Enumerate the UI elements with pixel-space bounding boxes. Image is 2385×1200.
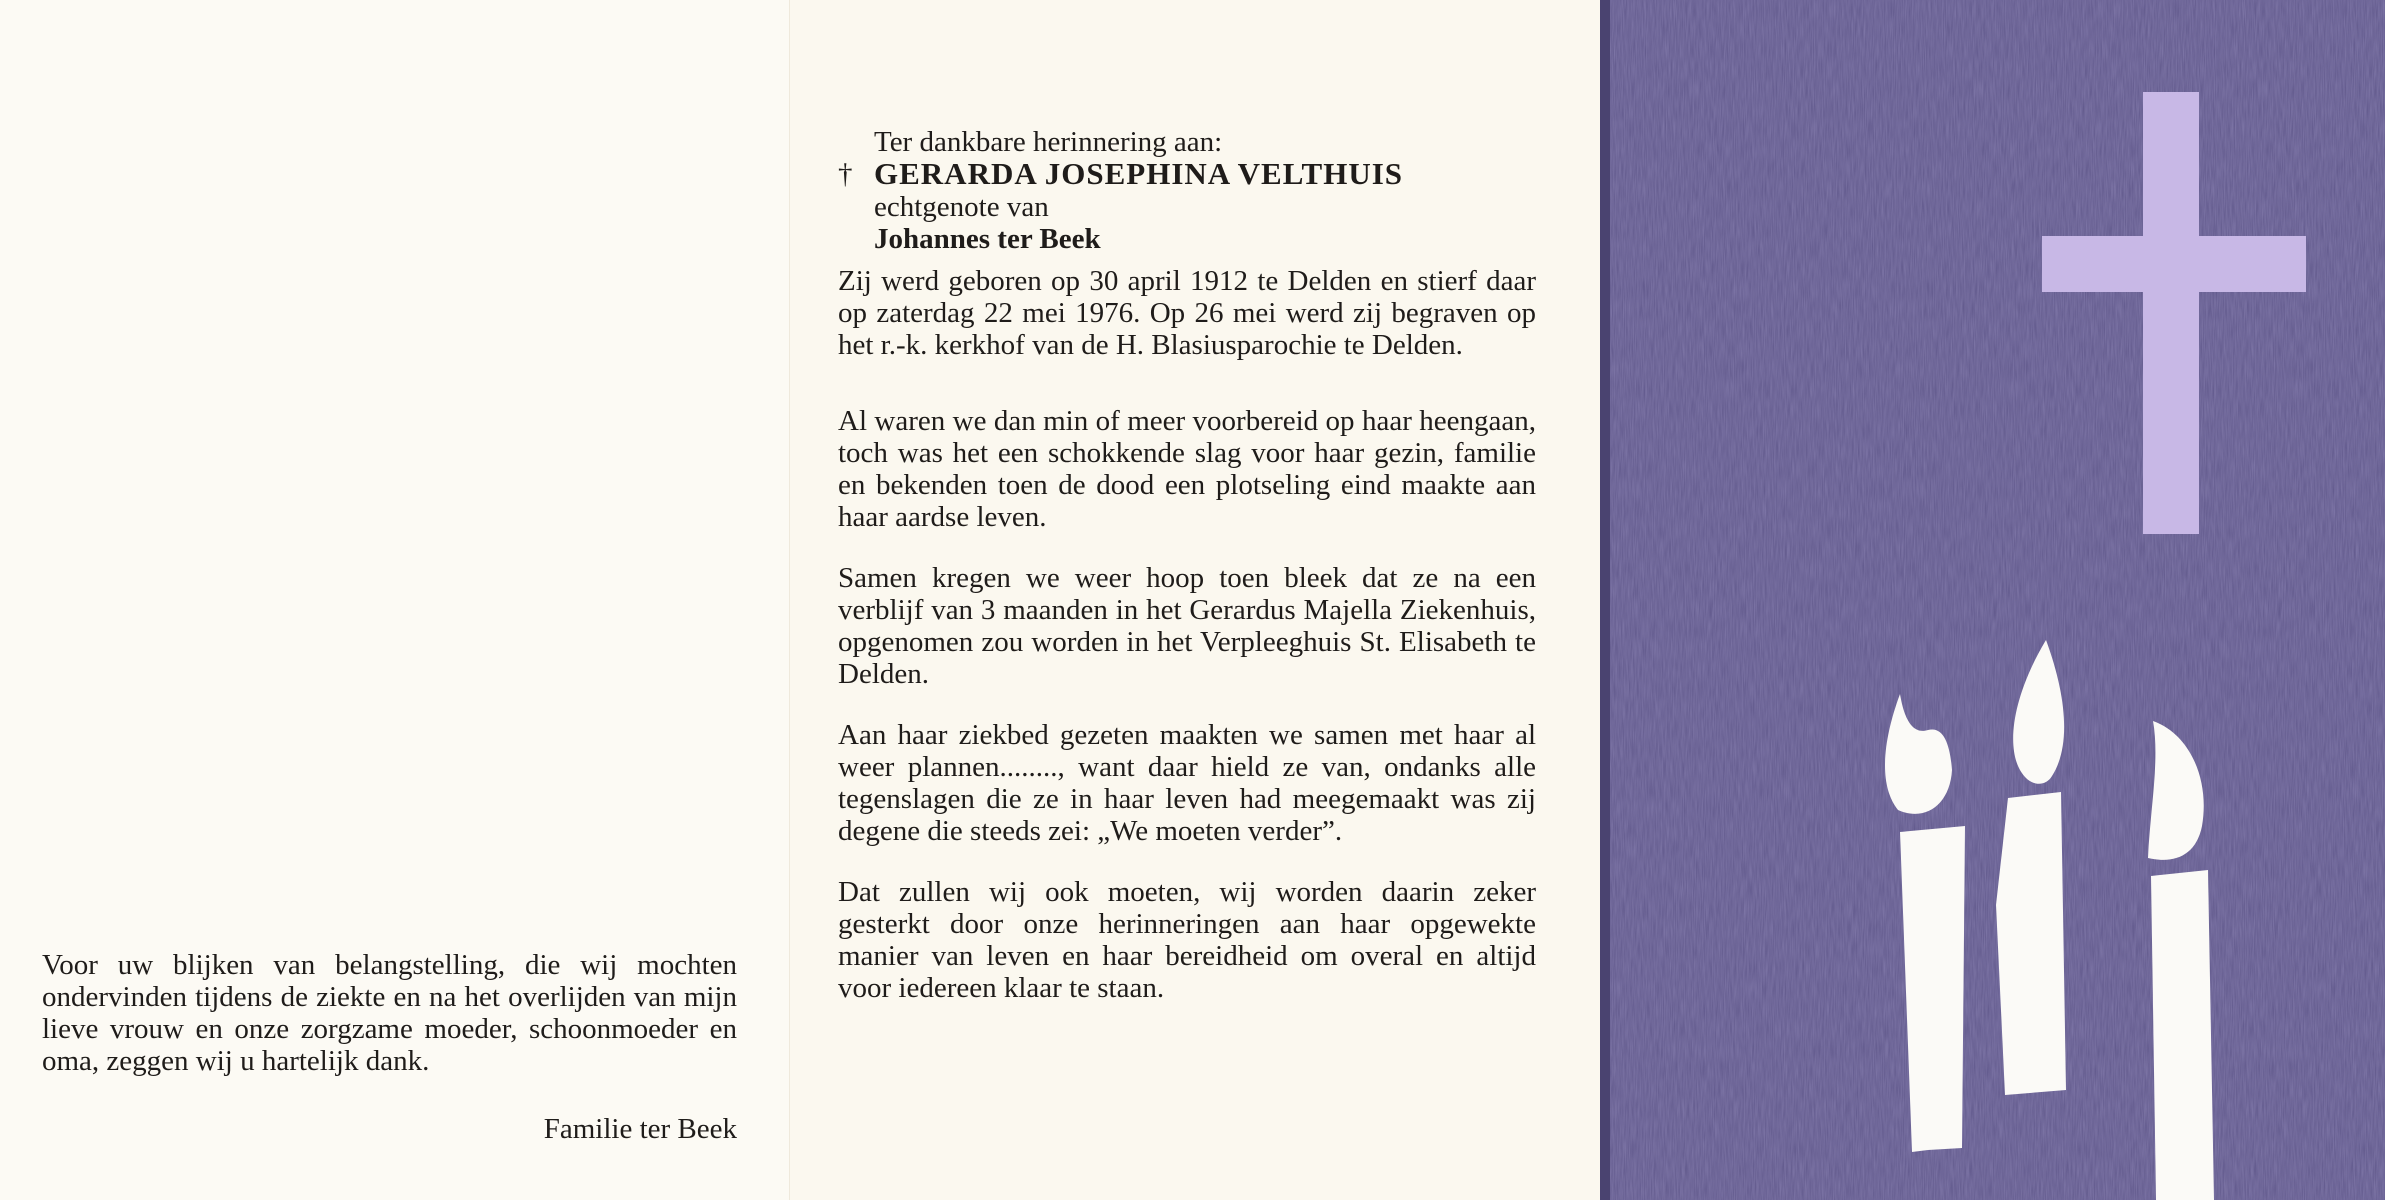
fabric-texture bbox=[1600, 0, 2385, 1200]
middle-candle-icon bbox=[1996, 792, 2066, 1095]
right-candle-icon bbox=[2151, 870, 2214, 1200]
cross-vertical-beam bbox=[2143, 92, 2199, 534]
deceased-name: GERARDA JOSEPHINA VELTHUIS bbox=[874, 156, 1404, 191]
relation-line: echtgenote van bbox=[874, 191, 1049, 223]
paragraph-memories: Dat zullen wij ook moeten, wij worden daarin zeker gesterkt door onze herinneringen aan haar opgewekte manier van leven en haar bereidheid om overal en altijd voor iedereen klaar te staan. bbox=[838, 876, 1536, 1004]
middle-panel bbox=[790, 0, 1600, 1200]
cross-horizontal-beam bbox=[2042, 236, 2306, 292]
illustration-panel bbox=[1600, 0, 2385, 1200]
family-signature: Familie ter Beek bbox=[543, 1113, 737, 1145]
left-panel bbox=[0, 0, 790, 1200]
intro-line: Ter dankbare herinnering aan: bbox=[874, 126, 1223, 158]
cross-and-candles-illustration bbox=[1600, 0, 2385, 1200]
dagger-cross-icon: † bbox=[838, 158, 854, 190]
thanks-text: Voor uw blijken van belangstelling, die wij mochten ondervinden tijdens de ziekte en na het overlijden van mijn lieve vrouw en onze zorgzame moeder, schoonmoeder en oma, zeggen wij u hartelijk dank. bbox=[42, 949, 737, 1077]
panel-edge-shadow bbox=[1600, 0, 1610, 1200]
paragraph-hope: Samen kregen we weer hoop toen bleek dat ze na een verblijf van 3 maanden in het Gerardus Majella Ziekenhuis, opgenomen zou worden in het Verpleeghuis St. Elisabeth te Delden. bbox=[838, 562, 1536, 690]
paragraph-birth-death: Zij werd geboren op 30 april 1912 te Delden en stierf daar op zaterdag 22 mei 1976. Op 26 mei werd zij begraven op het r.-k. kerkhof van de H. Blasiusparochie te Delden. bbox=[838, 265, 1536, 361]
spouse-name: Johannes ter Beek bbox=[874, 223, 1101, 255]
memorial-text bbox=[838, 126, 1536, 1033]
paragraph-plans: Aan haar ziekbed gezeten maakten we samen met haar al weer plannen........, want daar hield ze van, ondanks alle tegenslagen die ze in haar leven had meegemaakt was zij degene die steeds zei: „We moeten verder”. bbox=[838, 719, 1536, 847]
paragraph-passing: Al waren we dan min of meer voorbereid op haar heengaan, toch was het een schokkende slag voor haar gezin, familie en bekenden toen de dood een plotseling eind maakte aan haar aardse leven. bbox=[838, 405, 1536, 533]
deceased-name-line bbox=[838, 158, 1536, 191]
